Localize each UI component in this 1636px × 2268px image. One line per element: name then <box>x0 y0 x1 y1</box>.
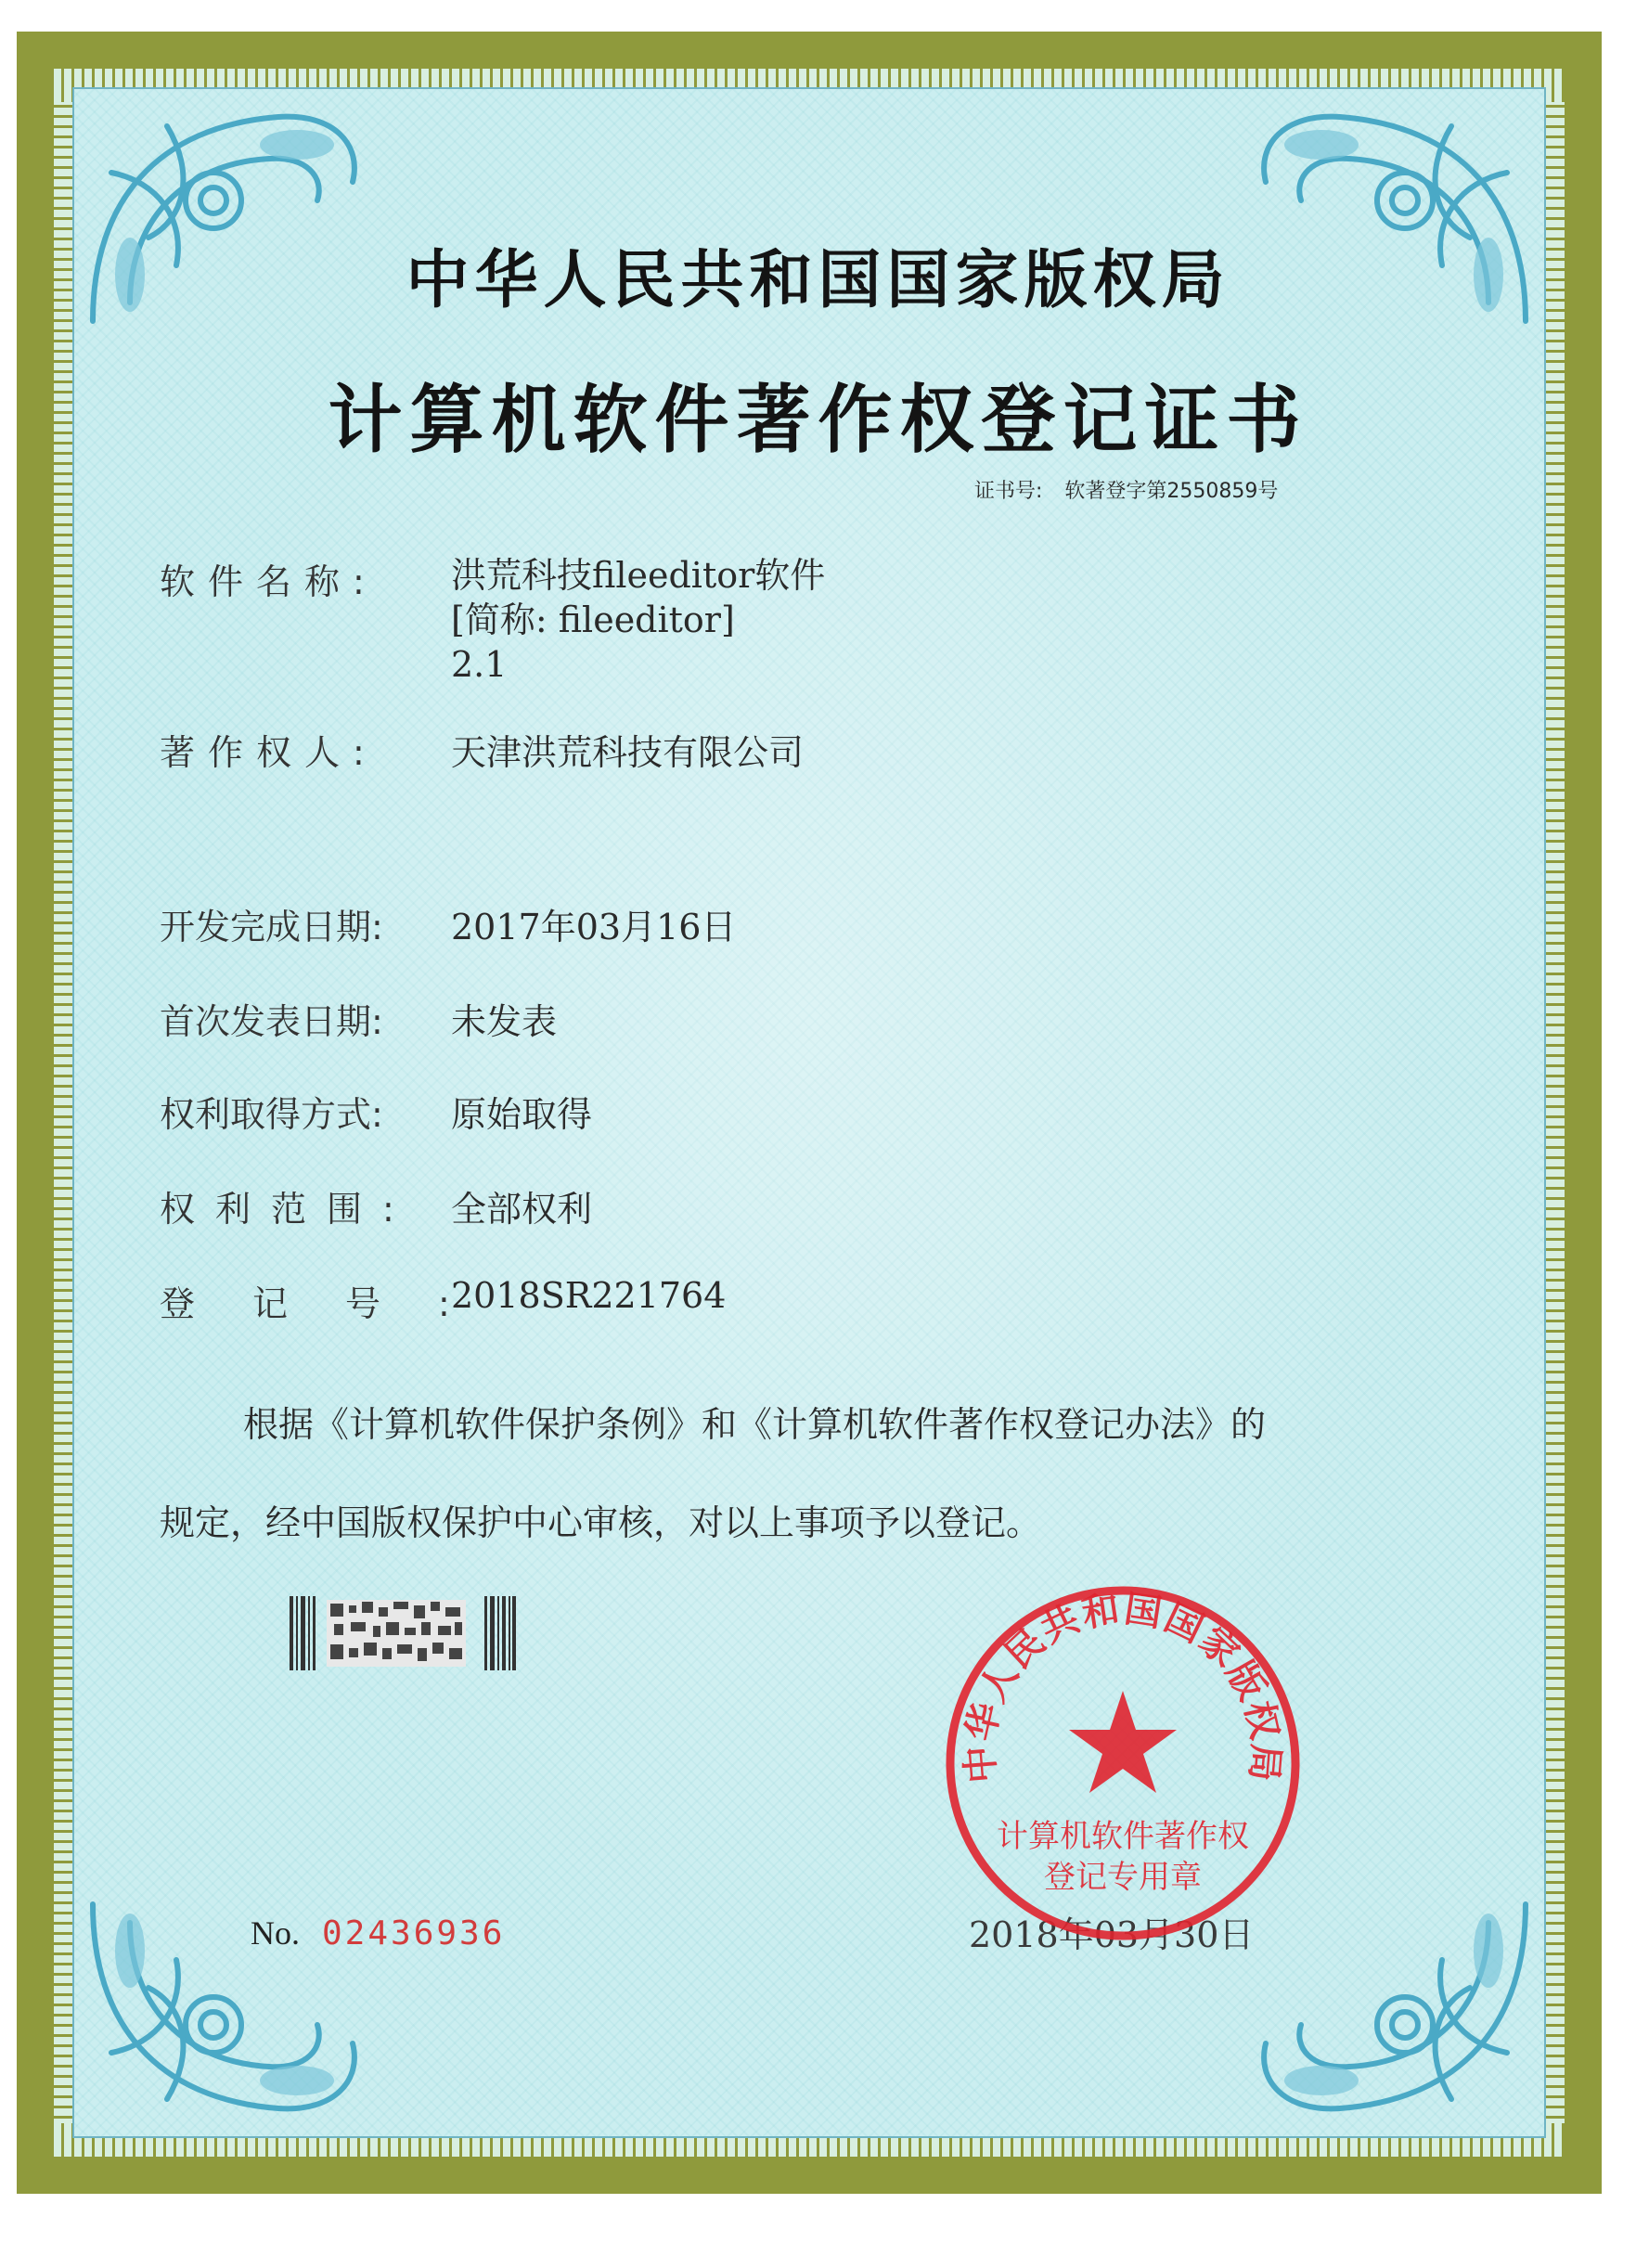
registration-number-label: 登记号: <box>160 1283 508 1324</box>
field-publication-date <box>160 993 557 1044</box>
rights-scope-label: 权利范围: <box>160 1189 415 1230</box>
barcode-icon <box>290 1596 516 1670</box>
acquisition-method-label: 权利取得方式: <box>160 1094 383 1135</box>
completion-date-label: 开发完成日期: <box>160 907 383 947</box>
registration-number-value: 2018SR221764 <box>451 1275 727 1316</box>
official-seal-stamp <box>937 1578 1308 1949</box>
issuer-heading: 中华人民共和国国家版权局 <box>406 244 1230 317</box>
rights-scope-value: 全部权利 <box>451 1189 593 1230</box>
field-registration-number <box>160 1275 726 1326</box>
svg-text:计算机软件著作权: 计算机软件著作权 <box>997 1818 1249 1855</box>
software-name-label: 软件名称: <box>160 561 378 602</box>
field-completion-date <box>160 898 736 949</box>
publication-date-label: 首次发表日期: <box>160 1001 383 1042</box>
statement-line-1: 根据《计算机软件保护条例》和《计算机软件著作权登记办法》的 <box>243 1404 1267 1445</box>
certificate-number-label: 证书号: <box>974 480 1043 503</box>
field-owner <box>160 724 804 775</box>
certificate-number <box>974 475 1278 504</box>
acquisition-method-value: 原始取得 <box>451 1094 593 1135</box>
certificate-number-value: 软著登字第2550859号 <box>1064 480 1279 503</box>
statement-line-2: 规定，经中国版权保护中心审核，对以上事项予以登记。 <box>160 1502 1042 1543</box>
software-short-name: [简称: fileeditor] <box>451 599 735 640</box>
owner-value: 天津洪荒科技有限公司 <box>451 732 805 773</box>
publication-date-value: 未发表 <box>451 1001 558 1042</box>
field-rights-scope <box>160 1180 592 1231</box>
svg-text:中华人民共和国国家版权局: 中华人民共和国国家版权局 <box>958 1587 1288 1785</box>
svg-text:登记专用章: 登记专用章 <box>1044 1859 1202 1896</box>
software-version: 2.1 <box>451 644 508 685</box>
serial-prefix: No. <box>251 1914 300 1952</box>
completion-date-value: 2017年03月16日 <box>451 907 737 947</box>
field-acquisition-method <box>160 1086 592 1137</box>
owner-label: 著作权人: <box>160 732 378 773</box>
field-software-name <box>160 553 825 687</box>
certificate-title: 计算机软件著作权登记证书 <box>328 377 1308 463</box>
serial-number <box>251 1914 505 1952</box>
issue-date: 2018年03月30日 <box>969 1914 1255 1955</box>
serial-value: 02436936 <box>322 1914 506 1952</box>
software-name-value: 洪荒科技fileeditor软件 <box>451 555 826 596</box>
